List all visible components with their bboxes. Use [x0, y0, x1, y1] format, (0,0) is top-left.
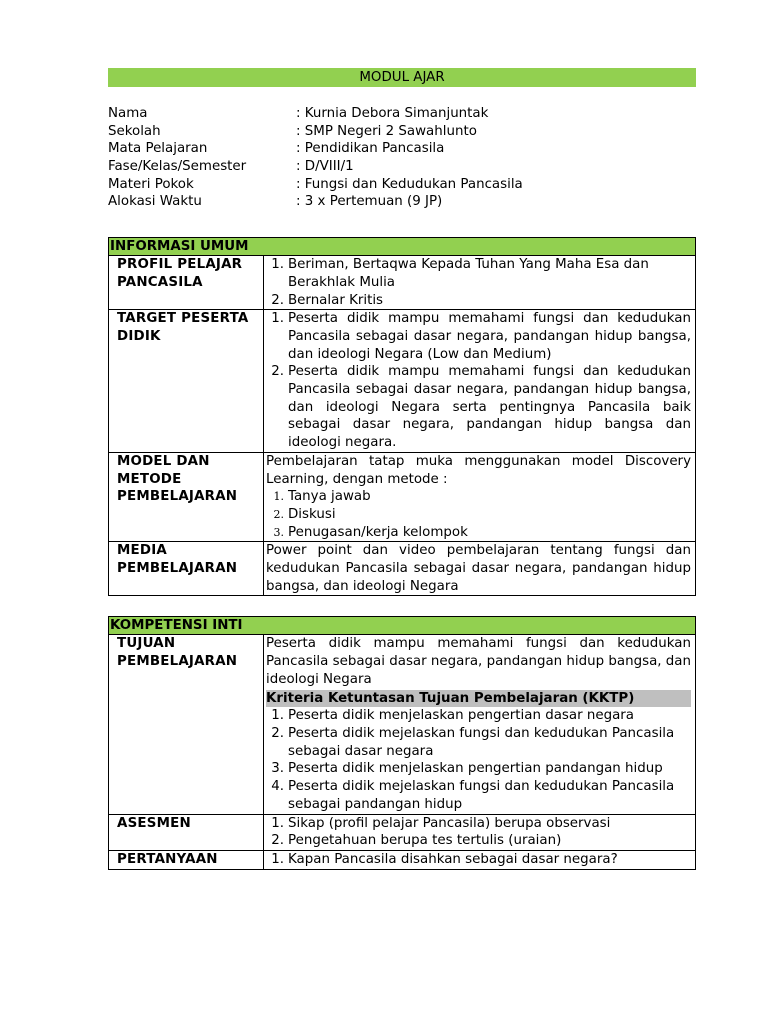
tujuan-text: Peserta didik mampu memahami fungsi dan kedudukan Pancasila sebagai dasar negara, pandangan hidup bangsa, dan ideologi Negara [266, 636, 691, 687]
kompetensi-inti-heading: KOMPETENSI INTI [108, 616, 696, 634]
list-number: 2. [271, 364, 284, 380]
list-text: Diskusi [288, 506, 336, 522]
asesmen-content [264, 814, 696, 850]
table-row [109, 452, 696, 542]
identity-row [108, 176, 696, 194]
model-label: MODEL DAN METODE PEMBELAJARAN [109, 452, 264, 542]
list-number: 1. [271, 708, 284, 724]
list-item [266, 851, 691, 869]
list-number: 3. [273, 525, 284, 539]
list-text: Bernalar Kritis [288, 292, 384, 308]
list-item [266, 760, 691, 778]
document-page [108, 68, 696, 870]
profil-content [264, 256, 696, 310]
table-row [109, 635, 696, 814]
identity-block [108, 105, 696, 211]
list-text: Sikap (profil pelajar Pancasila) berupa observasi [288, 815, 611, 831]
identity-value: : SMP Negeri 2 Sawahlunto [296, 123, 477, 139]
kompetensi-inti-section [108, 616, 696, 869]
target-content [264, 310, 696, 453]
tujuan-content [264, 635, 696, 814]
list-number: 2. [271, 726, 284, 741]
list-item [266, 363, 691, 452]
identity-value: : Pendidikan Pancasila [296, 141, 445, 157]
list-text: Peserta didik mampu memahami fungsi dan kedudukan Pancasila sebagai dasar negara, pandangan hidup bangsa, dan ideologi Negara (Low dan Medium) [288, 311, 691, 362]
identity-label: Materi Pokok [108, 176, 194, 192]
list-item [266, 725, 691, 760]
media-content: Power point dan video pembelajaran tentang fungsi dan kedudukan Pancasila sebagai dasar negara, pandangan hidup bangsa, dan ideologi Negara [264, 542, 696, 596]
list-text: Beriman, Bertaqwa Kepada Tuhan Yang Maha Esa dan Berakhlak Mulia [288, 257, 649, 290]
table-row [109, 850, 696, 869]
list-text: Peserta didik menjelaskan pengertian pandangan hidup [288, 761, 663, 777]
identity-label: Mata Pelajaran [108, 141, 208, 157]
identity-value: : Fungsi dan Kedudukan Pancasila [296, 176, 523, 192]
list-number: 1. [271, 815, 284, 831]
identity-label: Alokasi Waktu [108, 194, 202, 210]
list-number: 2. [271, 292, 284, 308]
identity-label: Sekolah [108, 123, 161, 139]
list-number: 1. [271, 257, 284, 273]
list-text: Peserta didik mejelaskan fungsi dan kedudukan Pancasila sebagai pandangan hidup [288, 779, 675, 812]
kktp-list [266, 707, 691, 813]
identity-row [108, 105, 696, 123]
target-label: TARGET PESERTA DIDIK [109, 310, 264, 453]
list-item [266, 778, 691, 813]
list-text: Peserta didik menjelaskan pengertian dasar negara [288, 708, 634, 724]
list-text: Pengetahuan berupa tes tertulis (uraian) [288, 833, 562, 849]
informasi-umum-section [108, 237, 696, 596]
profil-label: PROFIL PELAJAR PANCASILA [109, 256, 264, 310]
informasi-umum-table [108, 255, 696, 596]
pertanyaan-label: PERTANYAAN [109, 850, 264, 869]
asesmen-label: ASESMEN [109, 814, 264, 850]
kktp-heading: Kriteria Ketuntasan Tujuan Pembelajaran (KKTP) [266, 690, 691, 708]
informasi-umum-heading: INFORMASI UMUM [108, 237, 696, 255]
profil-list [266, 256, 691, 309]
model-method-list [266, 488, 691, 541]
list-text: Kapan Pancasila disahkan sebagai dasar negara? [288, 851, 618, 867]
list-text: Tanya jawab [288, 489, 371, 505]
list-text: Peserta didik mampu memahami fungsi dan kedudukan Pancasila sebagai dasar negara, pandangan hidup bangsa, dan ideologi Negara serta pentingnya Pancasila baik sebagai dasar negara, pandangan hidup bangsa dan ideologi negara. [288, 364, 691, 451]
identity-row [108, 158, 696, 176]
identity-value: : 3 x Pertemuan (9 JP) [296, 194, 443, 210]
target-list [266, 310, 691, 452]
list-item [266, 707, 691, 725]
model-intro: Pembelajaran tatap muka menggunakan model Discovery Learning, dengan metode : [266, 453, 691, 487]
model-content [264, 452, 696, 542]
identity-label: Fase/Kelas/Semester [108, 159, 247, 175]
list-number: 1. [271, 851, 284, 867]
list-item [266, 506, 691, 524]
list-item [266, 815, 691, 833]
table-row [109, 310, 696, 453]
list-text: Penugasan/kerja kelompok [288, 524, 468, 540]
list-item [266, 292, 691, 310]
list-item [266, 488, 691, 506]
list-number: 1. [273, 490, 284, 504]
list-item [266, 256, 691, 291]
list-number: 2. [271, 833, 284, 849]
list-item [266, 310, 691, 363]
identity-value: : D/VIII/1 [296, 159, 354, 175]
list-number: 2. [273, 507, 284, 521]
table-row [109, 256, 696, 310]
table-row [109, 814, 696, 850]
table-row [109, 542, 696, 596]
list-text: Peserta didik mejelaskan fungsi dan kedudukan Pancasila sebagai dasar negara [288, 726, 675, 759]
identity-row [108, 123, 696, 141]
kompetensi-inti-table [108, 634, 696, 869]
tujuan-label: TUJUAN PEMBELAJARAN [109, 635, 264, 814]
identity-row [108, 140, 696, 158]
list-item [266, 832, 691, 850]
identity-value: : Kurnia Debora Simanjuntak [296, 106, 489, 121]
list-number: 1. [271, 311, 284, 327]
asesmen-list [266, 815, 691, 850]
list-number: 4. [271, 779, 284, 795]
pertanyaan-list [266, 851, 691, 869]
identity-row [108, 193, 696, 211]
identity-label: Nama [108, 106, 148, 121]
list-number: 3. [271, 761, 284, 777]
media-label: MEDIA PEMBELAJARAN [109, 542, 264, 596]
pertanyaan-content [264, 850, 696, 869]
list-item [266, 524, 691, 542]
document-title: MODUL AJAR [108, 68, 696, 87]
